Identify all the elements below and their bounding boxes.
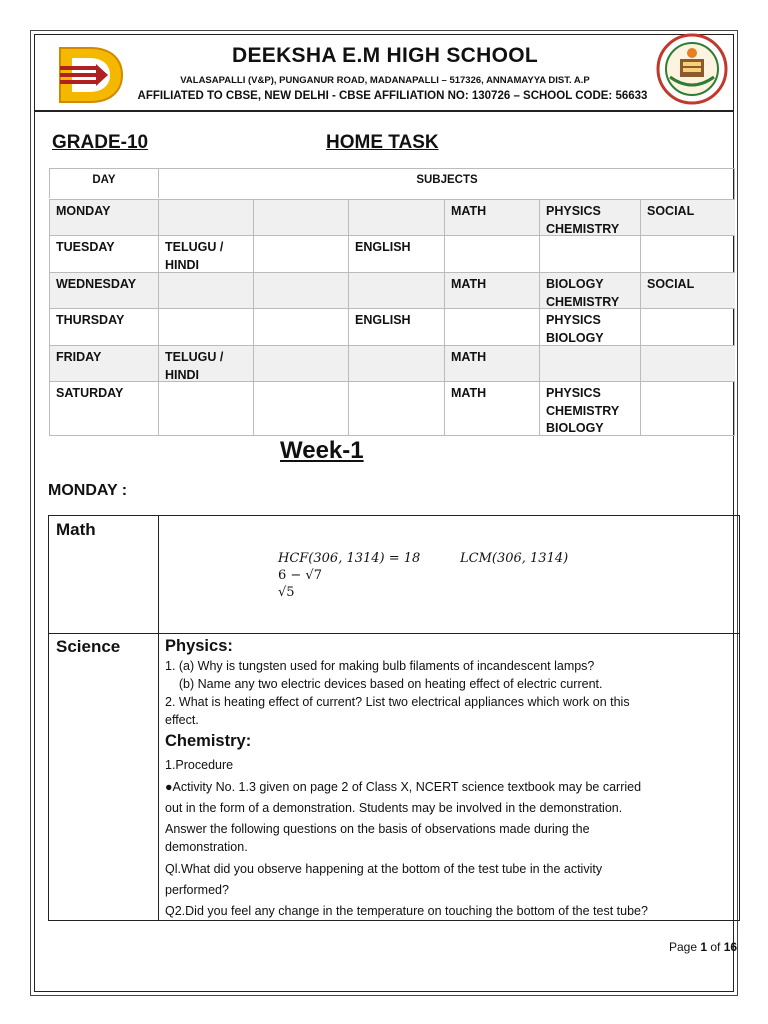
physics-line: (b) Name any two electric devices based on heating effect of electric current. <box>165 677 603 691</box>
school-name: DEEKSHA E.M HIGH SCHOOL <box>232 44 538 67</box>
schedule-day-cell: MONDAY <box>49 199 158 235</box>
math-lcm: LCM(306, 1314) <box>460 551 569 566</box>
schedule-subject-cell <box>348 199 444 235</box>
schedule-table <box>49 168 735 436</box>
schedule-subject-cell <box>348 381 444 436</box>
schedule-day-cell: WEDNESDAY <box>49 272 158 308</box>
chemistry-line: Answer the following questions on the basis of observations made during the <box>165 822 590 836</box>
header-divider <box>34 110 734 112</box>
chemistry-line: ●Activity No. 1.3 given on page 2 of Class X, NCERT science textbook may be carried <box>165 780 642 794</box>
schedule-subject-cell: PHYSICS CHEMISTRY BIOLOGY <box>539 381 640 436</box>
schedule-day-cell: FRIDAY <box>49 345 158 381</box>
schedule-subject-cell <box>539 235 640 272</box>
schedule-subject-cell: MATH <box>444 272 539 308</box>
schedule-subject-cell: TELUGU / HINDI <box>158 345 253 381</box>
schedule-subject-cell <box>158 308 253 345</box>
schedule-subject-cell <box>253 308 348 345</box>
task-row-divider <box>49 633 739 634</box>
grade-heading: GRADE-10 <box>52 132 149 153</box>
task-table <box>48 515 740 921</box>
schedule-subject-cell: ENGLISH <box>348 308 444 345</box>
chemistry-line: 1.Procedure <box>165 758 234 772</box>
page-number <box>669 940 737 954</box>
schedule-subject-cell <box>348 345 444 381</box>
school-address: VALASAPALLI (V&P), PUNGANUR ROAD, MADANAPALLI – 517326, ANNAMAYYA DIST. A.P <box>180 75 590 86</box>
schedule-header-day: DAY <box>49 168 158 198</box>
page-current: 1 <box>700 940 708 954</box>
schedule-subject-cell <box>158 381 253 436</box>
schedule-day-cell: TUESDAY <box>49 235 158 272</box>
math-hcf: HCF(306, 1314) = 18 <box>278 551 421 566</box>
page-of: of <box>707 940 724 954</box>
schedule-subject-cell: BIOLOGY CHEMISTRY <box>539 272 640 308</box>
chemistry-line: performed? <box>165 883 229 897</box>
schedule-subject-cell <box>253 345 348 381</box>
task-column-divider <box>158 516 159 920</box>
schedule-subject-cell <box>253 235 348 272</box>
schedule-subject-cell <box>444 235 539 272</box>
math-expr-1: 6 − √7 <box>278 568 322 583</box>
schedule-subject-cell <box>253 381 348 436</box>
physics-line: effect. <box>165 713 199 727</box>
math-subject-label: Math <box>56 520 96 539</box>
physics-line: 2. What is heating effect of current? List two electrical appliances which work on this <box>165 695 630 709</box>
science-subject-label: Science <box>56 637 121 656</box>
schedule-subject-cell <box>348 272 444 308</box>
chemistry-line: Q2.Did you feel any change in the temperature on touching the bottom of the test tube? <box>165 904 648 918</box>
day-heading: MONDAY : <box>48 482 128 499</box>
schedule-subject-cell: MATH <box>444 381 539 436</box>
schedule-subject-cell <box>640 235 735 272</box>
week-heading: Week-1 <box>280 437 364 464</box>
schedule-subject-cell <box>444 308 539 345</box>
schedule-subject-cell: MATH <box>444 345 539 381</box>
chemistry-heading: Chemistry: <box>165 732 252 750</box>
chemistry-line: demonstration. <box>165 840 248 854</box>
school-affiliation: AFFILIATED TO CBSE, NEW DELHI - CBSE AFFILIATION NO: 130726 – SCHOOL CODE: 56633 <box>137 90 648 102</box>
school-logo-icon <box>56 44 126 106</box>
schedule-subject-cell: MATH <box>444 199 539 235</box>
page-total: 16 <box>723 940 738 954</box>
schedule-subject-cell: SOCIAL <box>640 272 735 308</box>
schedule-subject-cell: TELUGU / HINDI <box>158 235 253 272</box>
schedule-subject-cell <box>158 199 253 235</box>
physics-heading: Physics: <box>165 637 233 655</box>
home-task-heading: HOME TASK <box>326 132 439 153</box>
schedule-subject-cell <box>158 272 253 308</box>
schedule-subject-cell <box>640 345 735 381</box>
page-prefix: Page <box>669 940 701 954</box>
math-expr-2: √5 <box>278 585 295 600</box>
physics-line: 1. (a) Why is tungsten used for making bulb filaments of incandescent lamps? <box>165 659 595 673</box>
schedule-subject-cell <box>253 272 348 308</box>
schedule-day-cell: SATURDAY <box>49 381 158 436</box>
schedule-subject-cell: ENGLISH <box>348 235 444 272</box>
schedule-subject-cell <box>539 345 640 381</box>
schedule-day-cell: THURSDAY <box>49 308 158 345</box>
schedule-header-subjects: SUBJECTS <box>158 168 735 198</box>
cbse-seal-icon <box>656 33 728 105</box>
chemistry-line: out in the form of a demonstration. Students may be involved in the demonstration. <box>165 801 623 815</box>
schedule-subject-cell <box>640 381 735 436</box>
chemistry-line: Ql.What did you observe happening at the bottom of the test tube in the activity <box>165 862 603 876</box>
schedule-subject-cell <box>253 199 348 235</box>
schedule-subject-cell: PHYSICS CHEMISTRY <box>539 199 640 235</box>
schedule-subject-cell <box>640 308 735 345</box>
schedule-subject-cell: SOCIAL <box>640 199 735 235</box>
schedule-subject-cell: PHYSICS BIOLOGY <box>539 308 640 345</box>
